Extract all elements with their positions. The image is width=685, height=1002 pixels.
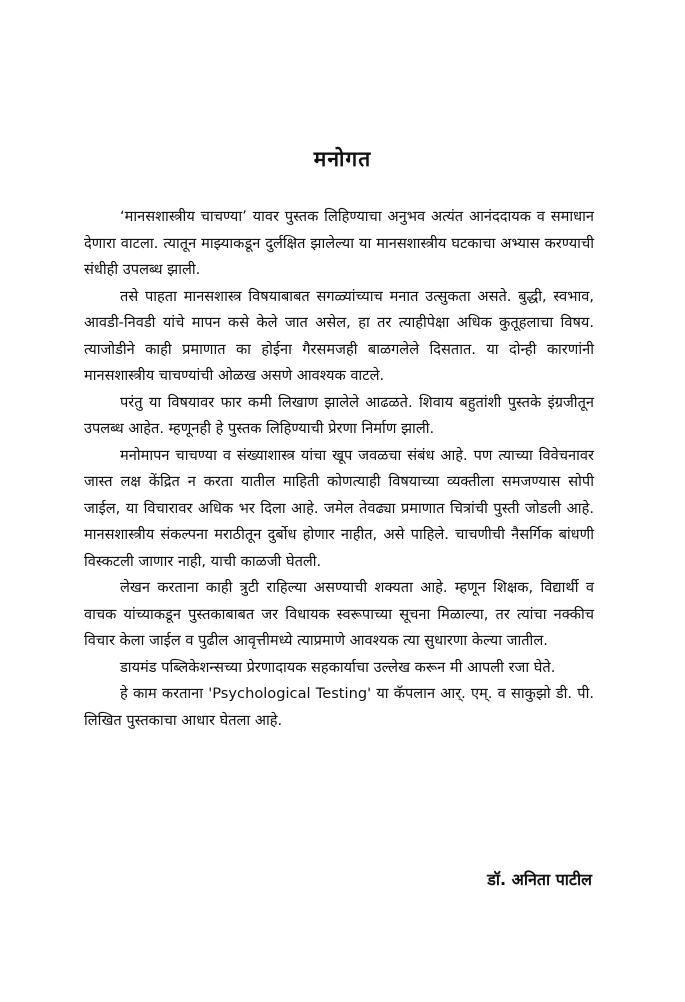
paragraph-6: डायमंड पब्लिकेशन्सच्या प्रेरणादायक सहकार्याचा उल्लेख करून मी आपली रजा घेते. xyxy=(120,658,556,676)
paragraph-1: ‘मानसशास्त्रीय चाचण्या’ यावर पुस्तक लिहिण्याचा अनुभव अत्यंत आनंददायक व समाधान देणारा वाटला. त्यातून माझ्याकडून दुर्लक्षित झालेल्या या मानसशास्त्रीय घटकाचा अभ्यास करण्याची संधीही उपलब्ध झाली. xyxy=(84,208,594,278)
paragraph-4: मनोमापन चाचण्या व संख्याशास्त्र यांचा खूप जवळचा संबंध आहे. पण त्याच्या विवेचनावर जास्त लक्ष केंद्रित न करता यातील माहिती कोणत्याही विषयाच्या व्यक्तीला समजण्यास सोपी जाईल, या विचारावर अधिक भर दिला आहे. जमेल तेवढ्या प्रमाणात चित्रांची पुस्ती जोडली आहे. मानसशास्त्रीय संकल्पना मराठीतून दुर्बोध होणार नाहीत, असे पाहिले. चाचणीची नैसर्गिक बांधणी विस्कटली जाणार नाही, याची काळजी घेतली. xyxy=(84,446,594,570)
preface-body xyxy=(84,204,594,734)
paragraph-5: लेखन करताना काही त्रुटी राहिल्या असण्याची शक्यता आहे. म्हणून शिक्षक, विद्यार्थी व वाचक यांच्याकडून पुस्तकाबाबत जर विधायक स्वरूपाच्या सूचना मिळाल्या, तर त्यांचा नक्कीच विचार केला जाईल व पुढील आवृत्तीमध्ये त्याप्रमाणे आवश्यक त्या सुधारणा केल्या जातील. xyxy=(84,579,594,649)
paragraph-7: हे काम करताना 'Psychological Testing' या कॅपलान आर्. एम्. व साकुझो डी. पी. लिखित पुस्तकाचा आधार घेतला आहे. xyxy=(84,685,594,729)
paragraph-3: परंतु या विषयावर फार कमी लिखाण झालेले आढळते. शिवाय बहुतांशी पुस्तके इंग्रजीतून उपलब्ध आहेत. म्हणूनही हे पुस्तक लिहिण्याची प्रेरणा निर्माण झाली. xyxy=(84,393,594,437)
author-signature: डॉ. अनिता पाटील xyxy=(487,870,592,889)
paragraph-2: तसे पाहता मानसशास्त्र विषयाबाबत सगळ्यांच्याच मनात उत्सुकता असते. बुद्धी, स्वभाव, आवडी-निवडी यांचे मापन कसे केले जात असेल, हा तर त्याहीपेक्षा अधिक कुतूहलाचा विषय. त्याजोडीने काही प्रमाणात का होईना गैरसमजही बाळगलेले दिसतात. या दोन्ही कारणांनी मानसशास्त्रीय चाचण्यांची ओळख असणे आवश्यक वाटले. xyxy=(84,287,594,384)
page-title: मनोगत xyxy=(313,147,372,171)
